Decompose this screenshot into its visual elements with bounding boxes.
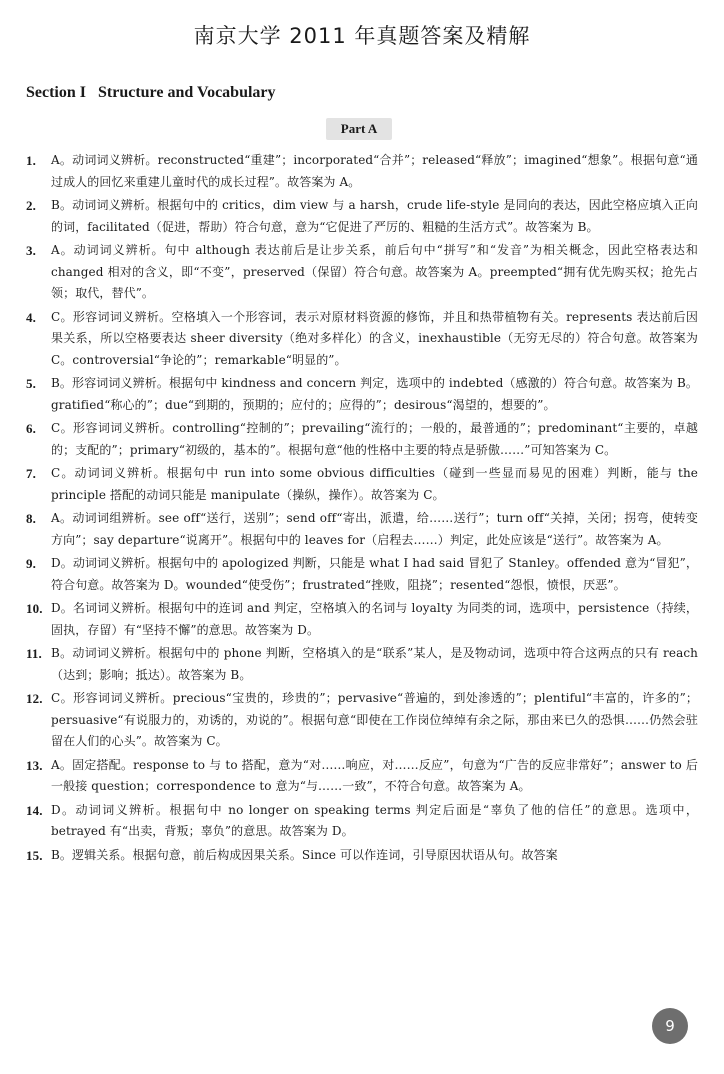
answer-text: A。动词词组辨析。see off“送行，送别”；send off“寄出，派遣，给……送行”；turn off“关掉，关闭；拐弯，使转变方向”；say departure“说离开”。根据句中的 leaves for（启程去……）判定，此处应该是“送行”。故答案为 A。 [51,511,698,547]
answer-number: 2. [26,198,36,213]
answer-item [26,553,698,596]
answer-item [26,800,698,843]
answer-text: B。动词词义辨析。根据句中的 critics，dim view 与 a harsh，crude life-style 是同向的表达，因此空格应填入正向的词，facilitated（促进，帮助）符合句意，意为“它促进了严厉的、粗糙的生活方式”。故答案为 B。 [51,198,698,234]
answer-item [26,688,698,753]
answer-item [26,845,698,867]
section-heading: Section I Structure and Vocabulary [26,84,276,101]
answer-number: 8. [26,511,36,526]
answer-text: C。形容词词义辨析。空格填入一个形容词，表示对原材料资源的修饰，并且和热带植物有关。represents 表达前后因果关系，所以空格要表达 sheer diversity（绝对多样化）的含义，inexhaustible（无穷无尽的）符合句意。故答案为 C。controversial“争论的”；remarkable“明显的”。 [51,309,698,367]
answer-number: 14. [26,802,43,818]
answer-number: 1. [26,153,36,168]
answer-item [26,598,698,641]
answer-number: 5. [26,376,36,391]
answer-list [26,150,698,868]
answer-item [26,150,698,193]
answer-text: C。形容词词义辨析。precious“宝贵的，珍贵的”；pervasive“普遍的，到处渗透的”；plentiful“丰富的，许多的”；persuasive“有说服力的，劝诱的，劝说的”。根据句意“即使在工作岗位绰绰有余之际，那由来已久的恐惧……仍然会驻留在人们的心头”。故答案为 C。 [51,691,698,748]
answer-item [26,307,698,372]
answer-item [26,463,698,506]
answer-text: C。形容词词义辨析。controlling“控制的”；prevailing“流行的；一般的，最普通的”；predominant“主要的，卓越的；支配的”；primary“初级的，基本的”。根据句意“他的性格中主要的特点是骄傲……”可知答案为 C。 [51,421,698,457]
answer-number: 15. [26,847,43,863]
answer-text: A。动词词义辨析。句中 although 表达前后是让步关系，前后句中“拼写”和“发音”为相关概念，因此空格表达和 changed 相对的含义，即“不变”，preserved（保留）符合句意。故答案为 A。preempted“拥有优先购买权；抢先占领；取代，替代”。 [51,243,698,300]
answer-text: D。名词词义辨析。根据句中的连词 and 判定，空格填入的名词与 loyalty 为同类的词，选项中，persistence（持续，固执，存留）有“坚持不懈”的意思。故答案为 D。 [51,601,698,637]
answer-number: 4. [26,309,36,325]
answer-text: C。动词词义辨析。根据句中 run into some obvious difficulties（碰到一些显而易见的困难）判断，能与 the principle 搭配的动词只能是 manipulate（操纵，操作）。故答案为 C。 [51,466,698,502]
answer-item [26,755,698,798]
answer-number: 12. [26,691,43,706]
answer-item [26,418,698,461]
answer-number: 13. [26,757,43,773]
answer-text: B。逻辑关系。根据句意，前后构成因果关系。Since 可以作连词，引导原因状语从句。故答案 [51,847,558,862]
answer-number: 7. [26,466,36,481]
answer-item [26,643,698,686]
answer-number: 3. [26,243,36,258]
answer-number: 10. [26,601,43,616]
answer-item [26,508,698,551]
part-label: Part A [326,118,392,140]
answer-number: 9. [26,556,36,571]
answer-text: D。动词词义辨析。根据句中 no longer on speaking terms 判定后面是“辜负了他的信任”的意思。选项中，betrayed 有“出卖，背叛；辜负”的意思。故答案为 D。 [51,802,698,838]
page-number-badge: 9 [652,1008,688,1044]
answer-number: 6. [26,421,36,436]
answer-item [26,373,698,416]
answer-number: 11. [26,646,42,661]
answer-text: A。固定搭配。response to 与 to 搭配，意为“对……响应，对……反应”，句意为“广告的反应非常好”；answer to 后一般接 question；correspondence to 意为“与……一致”，不符合句意。故答案为 A。 [51,757,698,793]
answer-item [26,240,698,305]
answer-text: A。动词词义辨析。reconstructed“重建”；incorporated“合并”；released“释放”；imagined“想象”。根据句意“通过成人的回忆来重建儿童时代的成长过程”。故答案为 A。 [51,153,698,189]
answer-text: D。动词词义辨析。根据句中的 apologized 判断，只能是 what I had said 冒犯了 Stanley。offended 意为“冒犯”，符合句意。故答案为 D。wounded“使受伤”；frustrated“挫败，阻挠”；resented“怨恨，愤恨，厌恶”。 [51,556,698,592]
answer-text: B。动词词义辨析。根据句中的 phone 判断，空格填入的是“联系”某人，是及物动词，选项中符合这两点的只有 reach（达到；影响；抵达）。故答案为 B。 [51,646,698,682]
answer-item [26,195,698,238]
answer-text: B。形容词词义辨析。根据句中 kindness and concern 判定，选项中的 indebted（感激的）符合句意。故答案为 B。gratified“称心的”；due“到期的，预期的；应付的；应得的”；desirous“渴望的，想要的”。 [51,376,698,412]
page-title: 南京大学 2011 年真题答案及精解 [193,24,531,48]
